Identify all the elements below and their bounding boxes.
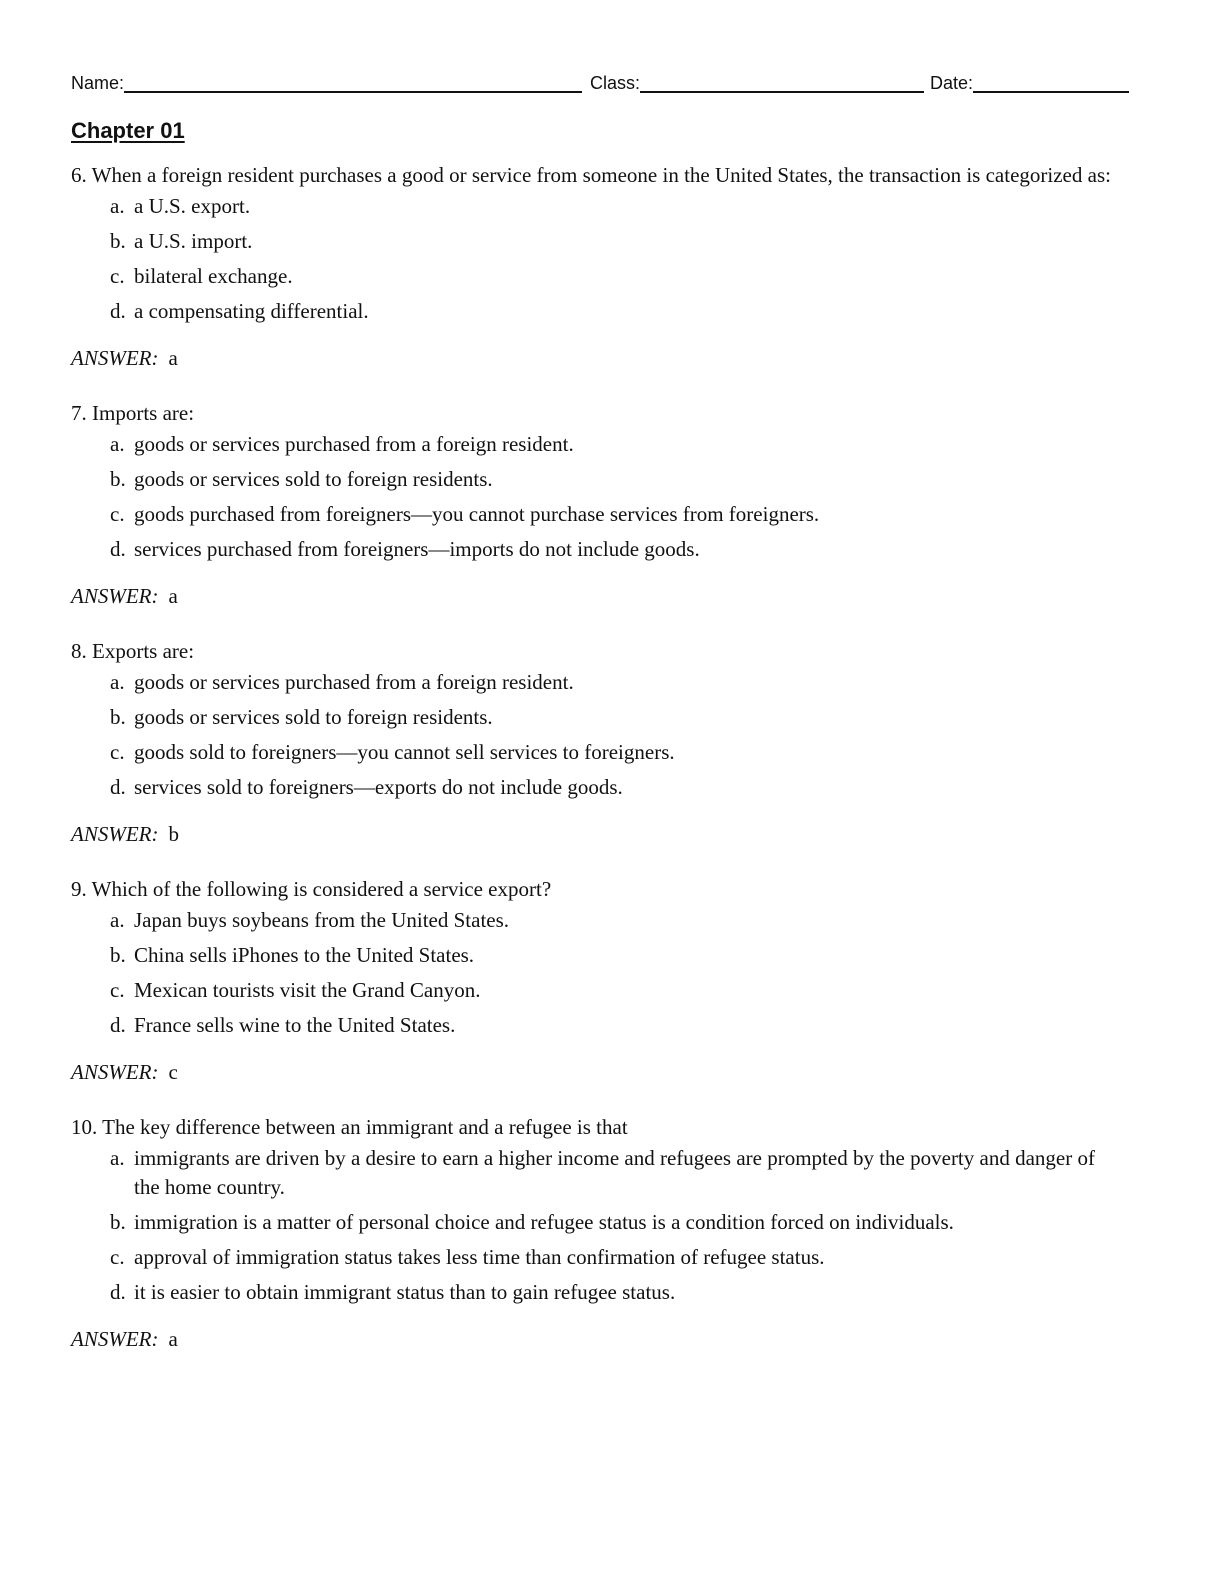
choice-letter: a. xyxy=(110,1146,125,1170)
question-text: Imports are: xyxy=(92,401,195,425)
question-number: 8. xyxy=(71,639,87,663)
choice-text: immigration is a matter of personal choice and refugee status is a condition forced on individuals. xyxy=(134,1210,954,1234)
choice-text: approval of immigration status takes less time than confirmation of refugee status. xyxy=(134,1245,825,1269)
question-number: 6. xyxy=(71,163,87,187)
choice-letter: d. xyxy=(110,1280,126,1304)
class-blank-line xyxy=(640,71,924,93)
choice-text: France sells wine to the United States. xyxy=(134,1013,456,1037)
choice-letter: a. xyxy=(110,670,125,694)
choice-a xyxy=(71,430,1143,459)
choice-letter: d. xyxy=(110,775,126,799)
choice-letter: c. xyxy=(110,1245,125,1269)
choice-letter: d. xyxy=(110,299,126,323)
choice-b xyxy=(71,941,1143,970)
choice-text: China sells iPhones to the United States. xyxy=(134,943,475,967)
choice-list xyxy=(71,906,1143,1040)
choice-d xyxy=(71,773,1143,802)
name-label: Name: xyxy=(71,73,125,93)
question-7 xyxy=(71,399,1143,611)
choice-letter: c. xyxy=(110,502,125,526)
answer-label: ANSWER: xyxy=(71,346,159,370)
choice-c xyxy=(71,738,1143,767)
date-label: Date: xyxy=(930,73,974,93)
choice-text: services purchased from foreigners—imports do not include goods. xyxy=(134,537,700,561)
question-stem xyxy=(71,1113,1143,1142)
answer-value: a xyxy=(168,584,178,608)
choice-b xyxy=(71,1208,1143,1237)
choice-letter: d. xyxy=(110,1013,126,1037)
choice-text: immigrants are driven by a desire to earn a higher income and refugees are prompted by the poverty and danger of the home country. xyxy=(134,1146,1095,1199)
choice-letter: a. xyxy=(110,194,125,218)
choice-text: a U.S. export. xyxy=(134,194,251,218)
choice-letter: b. xyxy=(110,229,126,253)
choice-letter: c. xyxy=(110,264,125,288)
choice-text: goods or services purchased from a foreign resident. xyxy=(134,432,574,456)
answer-value: a xyxy=(168,346,178,370)
answer-value: b xyxy=(168,822,179,846)
choice-c xyxy=(71,976,1143,1005)
choice-text: goods sold to foreigners—you cannot sell services to foreigners. xyxy=(134,740,675,764)
worksheet-page xyxy=(71,68,1143,1354)
choice-letter: b. xyxy=(110,943,126,967)
choice-c xyxy=(71,1243,1143,1272)
choice-d xyxy=(71,297,1143,326)
choice-text: a U.S. import. xyxy=(134,229,253,253)
question-text: The key difference between an immigrant and a refugee is that xyxy=(102,1115,628,1139)
choice-letter: d. xyxy=(110,537,126,561)
answer-value: a xyxy=(168,1327,178,1351)
date-blank-line xyxy=(973,71,1129,93)
question-stem xyxy=(71,637,1143,666)
choice-list xyxy=(71,668,1143,802)
choice-d xyxy=(71,535,1143,564)
choice-letter: c. xyxy=(110,978,125,1002)
answer-label: ANSWER: xyxy=(71,1327,159,1351)
choice-letter: a. xyxy=(110,908,125,932)
choice-letter: b. xyxy=(110,1210,126,1234)
choice-letter: b. xyxy=(110,467,126,491)
question-text: When a foreign resident purchases a good or service from someone in the United States, the transaction is categorized as: xyxy=(91,163,1111,187)
choice-letter: b. xyxy=(110,705,126,729)
choice-text: goods or services sold to foreign residents. xyxy=(134,705,493,729)
question-10 xyxy=(71,1113,1143,1354)
question-stem xyxy=(71,161,1143,190)
choice-b xyxy=(71,465,1143,494)
choice-text: Japan buys soybeans from the United States. xyxy=(134,908,510,932)
choice-letter: c. xyxy=(110,740,125,764)
answer-line xyxy=(71,1325,1143,1354)
answer-value: c xyxy=(168,1060,178,1084)
answer-line xyxy=(71,344,1143,373)
choice-letter: a. xyxy=(110,432,125,456)
name-blank-line xyxy=(124,71,582,93)
question-text: Which of the following is considered a service export? xyxy=(91,877,552,901)
choice-b xyxy=(71,227,1143,256)
choice-text: services sold to foreigners—exports do not include goods. xyxy=(134,775,623,799)
choice-text: it is easier to obtain immigrant status than to gain refugee status. xyxy=(134,1280,676,1304)
question-number: 7. xyxy=(71,401,87,425)
answer-line xyxy=(71,1058,1143,1087)
choice-d xyxy=(71,1278,1143,1307)
choice-text: a compensating differential. xyxy=(134,299,369,323)
answer-line xyxy=(71,820,1143,849)
choice-text: goods or services purchased from a foreign resident. xyxy=(134,670,574,694)
choice-list xyxy=(71,192,1143,326)
answer-line xyxy=(71,582,1143,611)
choice-a xyxy=(71,1144,1143,1202)
choice-c xyxy=(71,500,1143,529)
class-label: Class: xyxy=(590,73,641,93)
question-stem xyxy=(71,875,1143,904)
choice-c xyxy=(71,262,1143,291)
choice-d xyxy=(71,1011,1143,1040)
student-info-header xyxy=(71,68,1143,94)
question-9 xyxy=(71,875,1143,1087)
choice-text: Mexican tourists visit the Grand Canyon. xyxy=(134,978,481,1002)
choice-a xyxy=(71,906,1143,935)
question-text: Exports are: xyxy=(92,639,195,663)
choice-a xyxy=(71,668,1143,697)
answer-label: ANSWER: xyxy=(71,822,159,846)
choice-text: goods or services sold to foreign residents. xyxy=(134,467,493,491)
choice-list xyxy=(71,1144,1143,1307)
question-6 xyxy=(71,161,1143,373)
choice-list xyxy=(71,430,1143,564)
question-stem xyxy=(71,399,1143,428)
choice-b xyxy=(71,703,1143,732)
choice-text: bilateral exchange. xyxy=(134,264,293,288)
question-number: 10. xyxy=(71,1115,98,1139)
question-number: 9. xyxy=(71,877,87,901)
answer-label: ANSWER: xyxy=(71,584,159,608)
answer-label: ANSWER: xyxy=(71,1060,159,1084)
choice-text: goods purchased from foreigners—you cannot purchase services from foreigners. xyxy=(134,502,820,526)
choice-a xyxy=(71,192,1143,221)
question-8 xyxy=(71,637,1143,849)
chapter-title: Chapter 01 xyxy=(71,118,185,143)
